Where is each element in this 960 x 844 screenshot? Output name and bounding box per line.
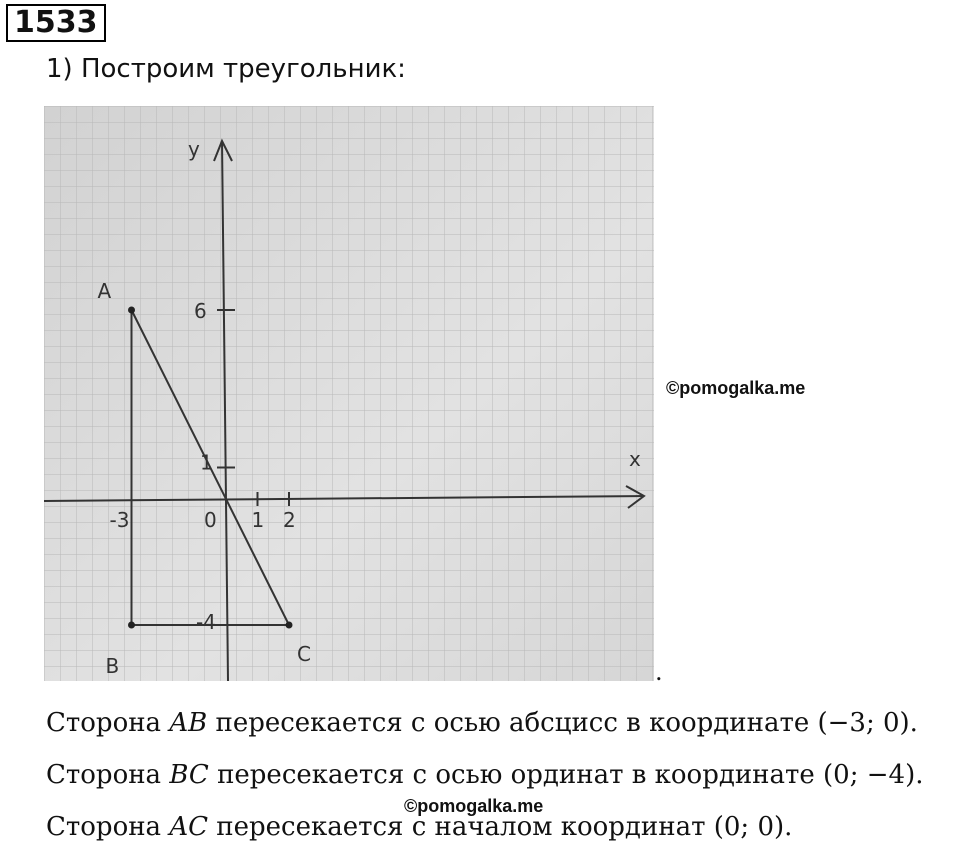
side-ac: AC xyxy=(169,812,208,842)
tick-label-origin: 0 xyxy=(204,508,217,532)
tick-label-y-neg4: -4 xyxy=(196,610,216,634)
statement-bc xyxy=(46,758,923,792)
vertex-c-label: C xyxy=(297,642,311,666)
trailing-dot: . xyxy=(655,658,663,686)
statement-prefix: Сторона xyxy=(46,708,170,738)
side-bc: BC xyxy=(169,760,209,790)
watermark-right: ©pomogalka.me xyxy=(666,378,806,398)
statement-suffix: пересекается с осью ординат в координате (0; −4). xyxy=(208,760,924,790)
vertex-b-point xyxy=(128,622,135,629)
axis-x-label: x xyxy=(629,447,641,471)
intro-text: 1) Построим треугольник: xyxy=(46,54,406,84)
side-ab: AB xyxy=(169,708,208,738)
vertex-b-label: B xyxy=(105,654,120,678)
statement-ab xyxy=(46,706,918,740)
watermark-bottom: ©pomogalka.me xyxy=(404,796,544,816)
tick-label-x-1: 1 xyxy=(251,508,265,532)
tick-label-y-1: 1 xyxy=(200,450,213,475)
statement-prefix: Сторона xyxy=(46,760,170,790)
problem-number: 1533 xyxy=(6,4,106,42)
statement-suffix: пересекается с осью абсцисс в координате (−3; 0). xyxy=(207,708,918,738)
coordinate-plane xyxy=(44,106,654,681)
statement-ac xyxy=(46,810,792,844)
vertex-a-point xyxy=(128,307,135,314)
vertex-c-point xyxy=(286,622,293,629)
tick-label-x-neg3: -3 xyxy=(109,508,130,532)
tick-label-x-2: 2 xyxy=(283,508,296,532)
vertex-a-label: A xyxy=(97,279,112,303)
statement-prefix: Сторона xyxy=(46,812,170,842)
axis-y-label: y xyxy=(188,137,200,161)
tick-label-y-6: 6 xyxy=(194,299,207,323)
graph-photo xyxy=(44,106,654,681)
statement-suffix: пересекается с началом координат (0; 0). xyxy=(208,812,793,842)
